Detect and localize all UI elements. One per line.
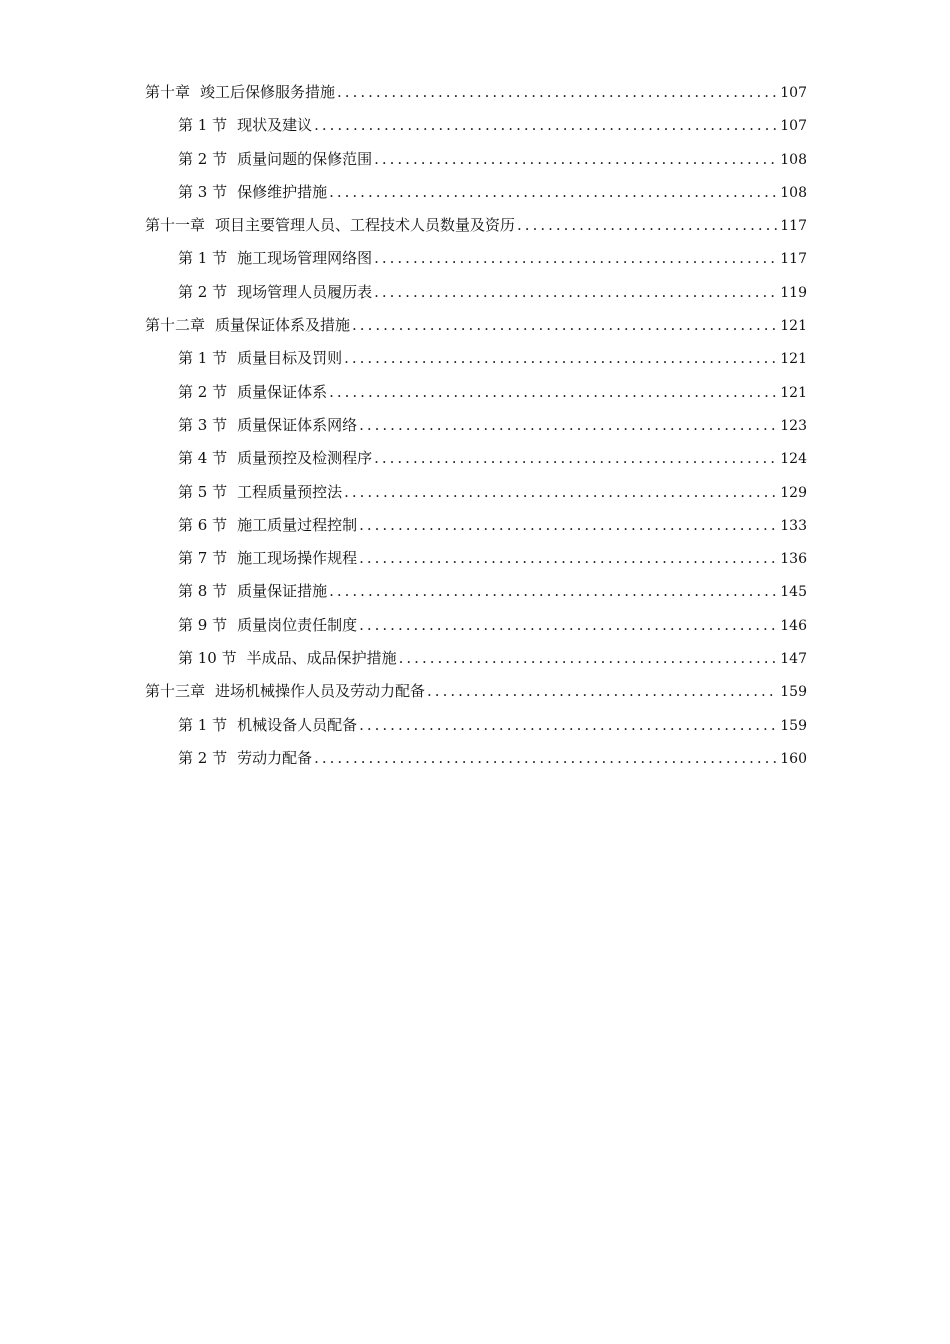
toc-entry-label: 第十章 bbox=[145, 83, 191, 101]
toc-page-number: 108 bbox=[780, 184, 807, 201]
toc-section-entry[interactable] bbox=[145, 413, 807, 446]
toc-section-entry[interactable] bbox=[145, 246, 807, 279]
toc-entry-title bbox=[178, 380, 327, 404]
toc-entry-title bbox=[178, 180, 327, 204]
toc-dot-leader bbox=[344, 346, 778, 370]
toc-entry-title bbox=[145, 213, 515, 237]
toc-section-entry[interactable] bbox=[145, 513, 807, 546]
toc-entry-title bbox=[178, 546, 357, 570]
toc-entry-label: 第 5 节 bbox=[178, 482, 228, 501]
toc-entry-title bbox=[178, 346, 342, 370]
toc-dot-leader bbox=[329, 380, 778, 404]
toc-page-number: 159 bbox=[780, 684, 807, 701]
table-of-contents bbox=[145, 80, 807, 779]
toc-entry-text: 项目主要管理人员、工程技术人员数量及资历 bbox=[215, 216, 516, 235]
toc-entry-title bbox=[145, 313, 350, 337]
toc-entry-label: 第 1 节 bbox=[178, 349, 228, 368]
toc-entry-text: 质量保证体系网络 bbox=[237, 415, 358, 434]
toc-page-number: 107 bbox=[780, 118, 807, 135]
toc-page-number: 119 bbox=[780, 284, 807, 301]
toc-entry-text: 质量问题的保修范围 bbox=[237, 149, 373, 168]
toc-dot-leader bbox=[314, 746, 778, 770]
toc-page-number: 160 bbox=[780, 750, 807, 767]
toc-entry-label: 第 2 节 bbox=[178, 748, 228, 767]
toc-entry-title bbox=[178, 646, 397, 670]
toc-entry-text: 质量目标及罚则 bbox=[237, 349, 343, 368]
toc-dot-leader bbox=[359, 546, 778, 570]
toc-entry-text: 施工质量过程控制 bbox=[237, 515, 358, 534]
toc-entry-label: 第十一章 bbox=[145, 216, 206, 235]
toc-entry-text: 质量预控及检测程序 bbox=[237, 449, 373, 468]
toc-section-entry[interactable] bbox=[145, 180, 807, 213]
toc-page-number: 147 bbox=[780, 651, 807, 668]
toc-dot-leader bbox=[374, 446, 778, 470]
toc-dot-leader bbox=[344, 480, 778, 504]
toc-dot-leader bbox=[337, 80, 778, 104]
toc-entry-title bbox=[178, 480, 342, 504]
toc-section-entry[interactable] bbox=[145, 446, 807, 479]
toc-page-number: 146 bbox=[780, 617, 807, 634]
toc-entry-text: 施工现场管理网络图 bbox=[237, 249, 373, 268]
toc-dot-leader bbox=[427, 679, 778, 703]
toc-entry-text: 机械设备人员配备 bbox=[237, 715, 358, 734]
toc-entry-title bbox=[178, 147, 372, 171]
toc-page-number: 136 bbox=[780, 551, 807, 568]
toc-entry-label: 第 1 节 bbox=[178, 715, 228, 734]
toc-section-entry[interactable] bbox=[145, 613, 807, 646]
toc-dot-leader bbox=[374, 147, 778, 171]
toc-entry-label: 第 10 节 bbox=[178, 649, 237, 668]
toc-entry-label: 第 8 节 bbox=[178, 582, 228, 601]
toc-entry-title bbox=[178, 513, 357, 537]
toc-entry-title bbox=[178, 613, 357, 637]
toc-chapter-entry[interactable] bbox=[145, 213, 807, 246]
toc-page-number: 145 bbox=[780, 584, 807, 601]
toc-entry-text: 质量保证措施 bbox=[237, 582, 328, 601]
toc-entry-label: 第 1 节 bbox=[178, 116, 228, 135]
toc-dot-leader bbox=[374, 280, 778, 304]
toc-entry-title bbox=[178, 280, 372, 304]
toc-entry-text: 现场管理人员履历表 bbox=[237, 282, 373, 301]
toc-entry-text: 进场机械操作人员及劳动力配备 bbox=[215, 682, 426, 701]
toc-dot-leader bbox=[359, 513, 778, 537]
toc-entry-text: 施工现场操作规程 bbox=[237, 549, 358, 568]
toc-page-number: 107 bbox=[780, 85, 807, 101]
toc-section-entry[interactable] bbox=[145, 480, 807, 513]
toc-entry-label: 第 6 节 bbox=[178, 515, 228, 534]
toc-dot-leader bbox=[314, 113, 778, 137]
toc-page-number: 129 bbox=[780, 484, 807, 501]
toc-entry-label: 第十三章 bbox=[145, 682, 206, 701]
toc-entry-title bbox=[178, 246, 372, 270]
toc-entry-label: 第 2 节 bbox=[178, 149, 228, 168]
toc-section-entry[interactable] bbox=[145, 746, 807, 779]
toc-page-number: 121 bbox=[780, 384, 807, 401]
toc-entry-text: 竣工后保修服务措施 bbox=[200, 83, 336, 101]
toc-entry-text: 质量保证体系 bbox=[237, 382, 328, 401]
toc-entry-title bbox=[178, 713, 357, 737]
toc-chapter-entry[interactable] bbox=[145, 80, 807, 113]
toc-entry-label: 第十二章 bbox=[145, 316, 206, 335]
toc-section-entry[interactable] bbox=[145, 713, 807, 746]
toc-dot-leader bbox=[517, 213, 778, 237]
toc-page-number: 117 bbox=[780, 251, 807, 268]
toc-page-number: 117 bbox=[780, 218, 807, 235]
toc-dot-leader bbox=[399, 646, 779, 670]
toc-entry-title bbox=[145, 80, 335, 104]
toc-entry-text: 质量保证体系及措施 bbox=[215, 316, 351, 335]
toc-entry-text: 工程质量预控法 bbox=[237, 482, 343, 501]
toc-dot-leader bbox=[359, 613, 778, 637]
toc-entry-label: 第 7 节 bbox=[178, 549, 228, 568]
toc-entry-title bbox=[178, 446, 372, 470]
toc-entry-title bbox=[178, 113, 312, 137]
toc-entry-label: 第 3 节 bbox=[178, 415, 228, 434]
toc-chapter-entry[interactable] bbox=[145, 679, 807, 712]
toc-entry-label: 第 1 节 bbox=[178, 249, 228, 268]
toc-section-entry[interactable] bbox=[145, 546, 807, 579]
toc-dot-leader bbox=[359, 713, 778, 737]
toc-section-entry[interactable] bbox=[145, 646, 807, 679]
toc-entry-label: 第 4 节 bbox=[178, 449, 228, 468]
toc-entry-text: 现状及建议 bbox=[237, 116, 313, 135]
toc-dot-leader bbox=[329, 180, 778, 204]
toc-section-entry[interactable] bbox=[145, 113, 807, 146]
toc-page-number: 133 bbox=[780, 517, 807, 534]
toc-section-entry[interactable] bbox=[145, 579, 807, 612]
toc-entry-title bbox=[178, 579, 327, 603]
toc-entry-text: 质量岗位责任制度 bbox=[237, 615, 358, 634]
toc-entry-text: 半成品、成品保护措施 bbox=[246, 649, 397, 668]
toc-page-number: 159 bbox=[780, 717, 807, 734]
toc-entry-text: 劳动力配备 bbox=[237, 748, 313, 767]
toc-dot-leader bbox=[352, 313, 778, 337]
toc-section-entry[interactable] bbox=[145, 280, 807, 313]
toc-entry-label: 第 9 节 bbox=[178, 615, 228, 634]
toc-page-number: 121 bbox=[780, 318, 807, 335]
toc-entry-label: 第 2 节 bbox=[178, 382, 228, 401]
toc-section-entry[interactable] bbox=[145, 380, 807, 413]
toc-chapter-entry[interactable] bbox=[145, 313, 807, 346]
toc-entry-label: 第 3 节 bbox=[178, 182, 228, 201]
toc-entry-text: 保修维护措施 bbox=[237, 182, 328, 201]
toc-entry-title bbox=[178, 746, 312, 770]
toc-page-number: 108 bbox=[780, 151, 807, 168]
toc-entry-title bbox=[178, 413, 357, 437]
toc-page-number: 124 bbox=[780, 451, 807, 468]
toc-page-number: 123 bbox=[780, 417, 807, 434]
toc-dot-leader bbox=[329, 579, 778, 603]
toc-section-entry[interactable] bbox=[145, 346, 807, 379]
toc-entry-label: 第 2 节 bbox=[178, 282, 228, 301]
toc-dot-leader bbox=[359, 413, 778, 437]
toc-entry-title bbox=[145, 679, 425, 703]
toc-dot-leader bbox=[374, 246, 778, 270]
toc-page-number: 121 bbox=[780, 351, 807, 368]
toc-section-entry[interactable] bbox=[145, 147, 807, 180]
